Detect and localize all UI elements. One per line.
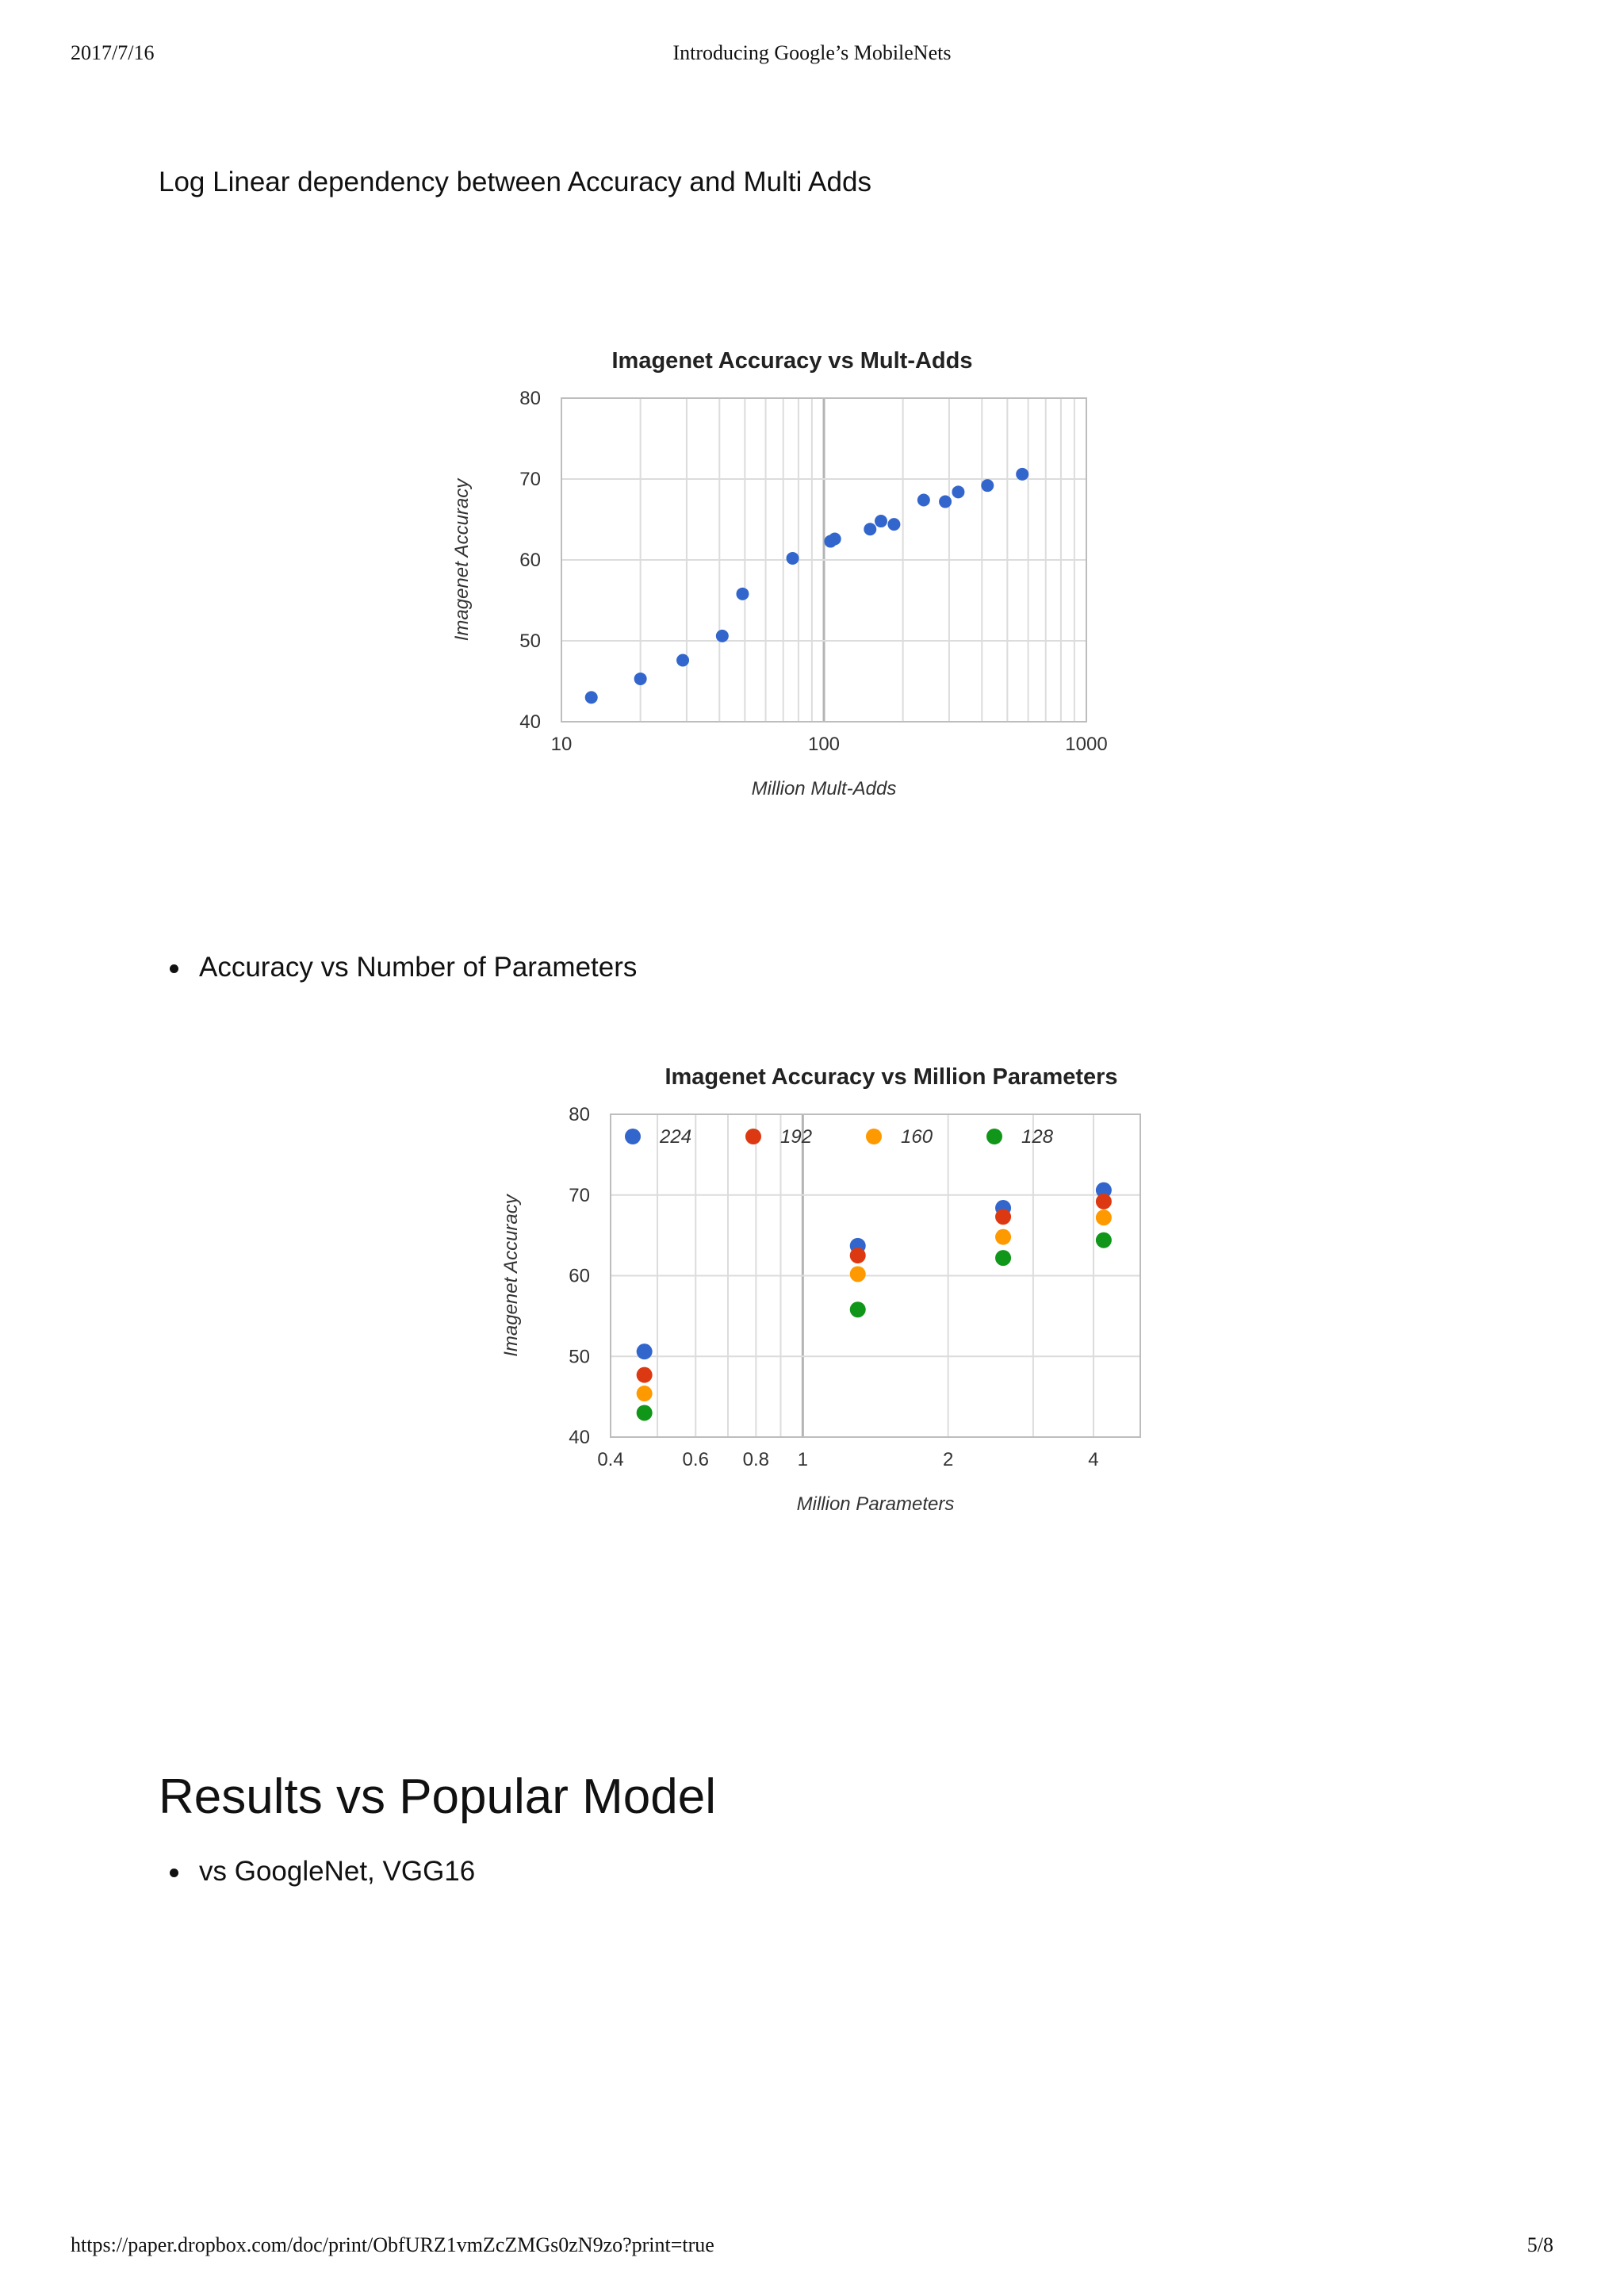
x-tick-label: 0.8 bbox=[742, 1449, 770, 1470]
legend-label: 192 bbox=[780, 1126, 813, 1148]
bullet-dot-icon bbox=[170, 1869, 178, 1877]
data-point bbox=[1096, 1194, 1112, 1209]
data-point bbox=[634, 673, 647, 685]
y-tick-label: 70 bbox=[519, 469, 541, 490]
x-tick-label: 4 bbox=[1088, 1449, 1099, 1470]
y-tick-label: 60 bbox=[519, 550, 541, 571]
y-tick-label: 80 bbox=[569, 1104, 590, 1125]
data-point bbox=[864, 523, 876, 535]
chart-title: Imagenet Accuracy vs Million Parameters bbox=[665, 1064, 1118, 1090]
data-point bbox=[585, 691, 598, 703]
y-tick-label: 50 bbox=[569, 1346, 590, 1368]
legend-label: 128 bbox=[1021, 1126, 1054, 1148]
data-point bbox=[1096, 1209, 1112, 1225]
y-tick-label: 50 bbox=[519, 631, 541, 652]
x-axis-label: Million Parameters bbox=[796, 1493, 955, 1515]
section-heading: Results vs Popular Model bbox=[159, 1769, 716, 1824]
data-point bbox=[939, 496, 952, 508]
print-date: 2017/7/16 bbox=[71, 41, 155, 64]
y-axis-label: Imagenet Accuracy bbox=[451, 478, 473, 642]
x-tick-label: 1 bbox=[797, 1449, 809, 1470]
data-point bbox=[952, 485, 964, 498]
data-point bbox=[716, 630, 729, 642]
data-point bbox=[995, 1209, 1011, 1225]
data-point bbox=[917, 494, 930, 507]
data-point bbox=[850, 1248, 866, 1263]
chart-parameters bbox=[484, 1047, 1182, 1539]
legend-marker bbox=[745, 1129, 761, 1144]
y-tick-label: 40 bbox=[569, 1427, 590, 1448]
data-point bbox=[787, 552, 799, 565]
y-tick-label: 60 bbox=[569, 1265, 590, 1287]
y-tick-label: 70 bbox=[569, 1184, 590, 1206]
x-axis-label: Million Mult-Adds bbox=[751, 778, 897, 799]
bullet-text: vs GoogleNet, VGG16 bbox=[199, 1856, 476, 1887]
print-url: https://paper.dropbox.com/doc/print/ObfURZ1vmZcZMGs0zN9zo?print=true bbox=[71, 2233, 714, 2256]
page-number: 5/8 bbox=[1526, 2233, 1553, 2256]
x-tick-label: 0.4 bbox=[597, 1449, 624, 1470]
legend-marker bbox=[986, 1129, 1002, 1144]
x-tick-label: 100 bbox=[807, 734, 841, 755]
data-point bbox=[1096, 1232, 1112, 1248]
data-point bbox=[637, 1386, 653, 1401]
data-point bbox=[995, 1250, 1011, 1266]
data-point bbox=[995, 1229, 1011, 1245]
bullet-text: Accuracy vs Number of Parameters bbox=[199, 952, 638, 983]
y-axis-label: Imagenet Accuracy bbox=[500, 1194, 522, 1357]
legend-marker bbox=[866, 1129, 882, 1144]
data-point bbox=[736, 588, 749, 600]
data-point bbox=[637, 1343, 653, 1359]
data-point bbox=[850, 1301, 866, 1317]
x-tick-label: 0.6 bbox=[682, 1449, 709, 1470]
data-point bbox=[875, 515, 887, 527]
data-point bbox=[850, 1266, 866, 1282]
chart-mult-adds bbox=[428, 333, 1126, 809]
data-point bbox=[676, 654, 689, 666]
data-point bbox=[981, 479, 994, 492]
data-point bbox=[829, 532, 841, 545]
x-tick-label: 2 bbox=[942, 1449, 954, 1470]
bullet-dot-icon bbox=[170, 964, 178, 973]
x-tick-label: 10 bbox=[550, 734, 573, 755]
y-tick-label: 80 bbox=[519, 388, 541, 409]
data-point bbox=[637, 1367, 653, 1383]
print-page-title: Introducing Google’s MobileNets bbox=[672, 41, 952, 64]
legend-label: 224 bbox=[660, 1126, 692, 1148]
data-point bbox=[637, 1405, 653, 1420]
y-tick-label: 40 bbox=[519, 711, 541, 733]
chart-title: Imagenet Accuracy vs Mult-Adds bbox=[611, 348, 973, 374]
legend-marker bbox=[625, 1129, 641, 1144]
data-point bbox=[887, 518, 900, 531]
legend-label: 160 bbox=[901, 1126, 933, 1148]
data-point bbox=[1016, 468, 1028, 481]
chart-caption: Log Linear dependency between Accuracy and Multi Adds bbox=[159, 167, 871, 197]
x-tick-label: 1000 bbox=[1065, 734, 1108, 755]
